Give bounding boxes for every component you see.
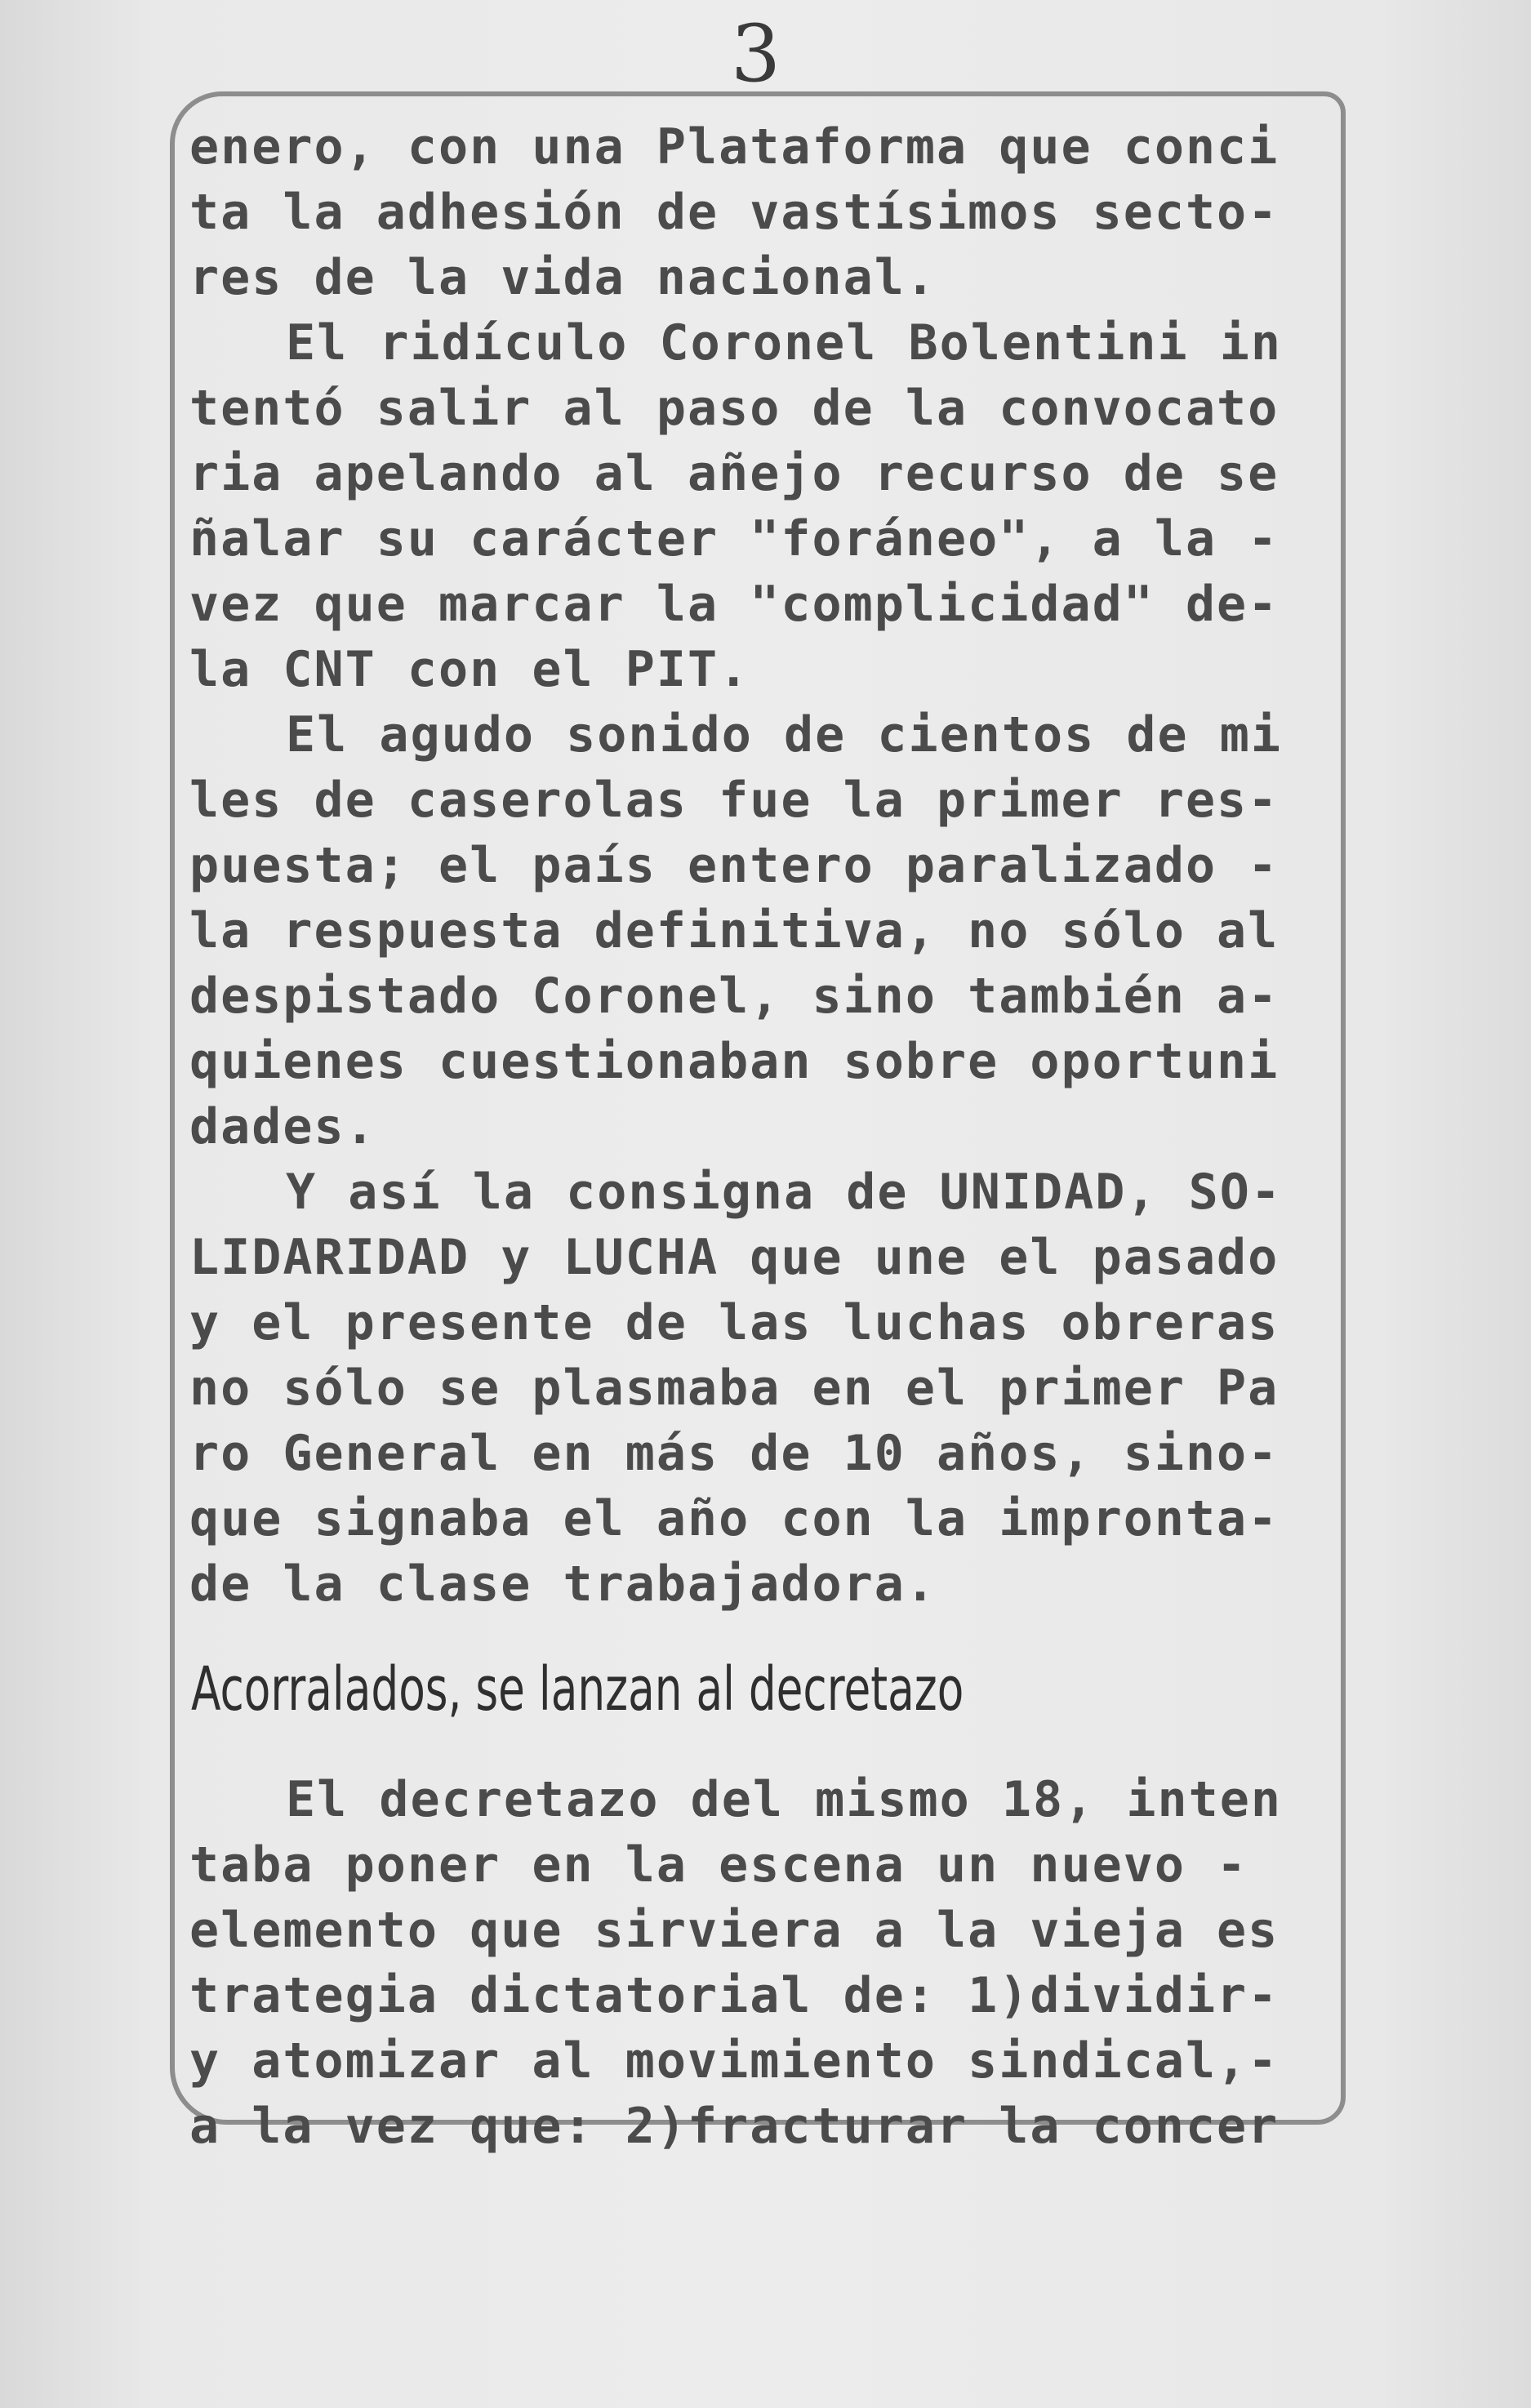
- text-line: a la vez que: 2)fracturar la concer: [189, 2098, 1280, 2155]
- text-line: la respuesta definitiva, no sólo al: [189, 902, 1280, 959]
- paragraph-start-line: El agudo sonido de cientos de mi: [286, 706, 1282, 763]
- paragraph-start-line: El ridículo Coronel Bolentini in: [286, 314, 1282, 372]
- text-line: ro General en más de 10 años, sino-: [189, 1425, 1280, 1482]
- paragraph-start-line: El decretazo del mismo 18, inten: [286, 1771, 1282, 1828]
- text-line: res de la vida nacional.: [189, 249, 937, 306]
- text-line: la CNT con el PIT.: [189, 641, 750, 698]
- text-line: elemento que sirviera a la vieja es: [189, 1902, 1280, 1959]
- text-line: despistado Coronel, sino también a-: [189, 968, 1280, 1025]
- page-number: 3: [731, 8, 781, 100]
- text-line: les de caserolas fue la primer res-: [189, 772, 1280, 829]
- paragraph-start-line: Y así la consigna de UNIDAD, SO-: [286, 1164, 1282, 1221]
- text-line: tentó salir al paso de la convocato: [189, 380, 1280, 437]
- text-line: quienes cuestionaban sobre oportuni: [189, 1033, 1280, 1090]
- text-line: puesta; el país entero paralizado -: [189, 837, 1280, 894]
- section-heading: Acorralados, se lanzan al decretazo: [191, 1654, 964, 1725]
- text-line: trategia dictatorial de: 1)dividir-: [189, 1967, 1280, 2024]
- text-line: dades.: [189, 1098, 376, 1155]
- text-line: que signaba el año con la impronta-: [189, 1490, 1280, 1547]
- text-line: ria apelando al añejo recurso de se: [189, 445, 1280, 502]
- body-text: [189, 114, 1349, 2159]
- text-line: enero, con una Plataforma que conci: [189, 118, 1280, 176]
- text-line: LIDARIDAD y LUCHA que une el pasado: [189, 1229, 1280, 1286]
- text-line: ta la adhesión de vastísimos secto-: [189, 184, 1280, 241]
- text-line: y el presente de las luchas obreras: [189, 1294, 1280, 1351]
- text-line: vez que marcar la "complicidad" de-: [189, 576, 1280, 633]
- text-line: y atomizar al movimiento sindical,-: [189, 2032, 1280, 2090]
- text-line: ñalar su carácter "foráneo", a la -: [189, 510, 1280, 568]
- text-line: no sólo se plasmaba en el primer Pa: [189, 1360, 1280, 1417]
- text-line: de la clase trabajadora.: [189, 1556, 937, 1613]
- text-line: taba poner en la escena un nuevo -: [189, 1836, 1248, 1894]
